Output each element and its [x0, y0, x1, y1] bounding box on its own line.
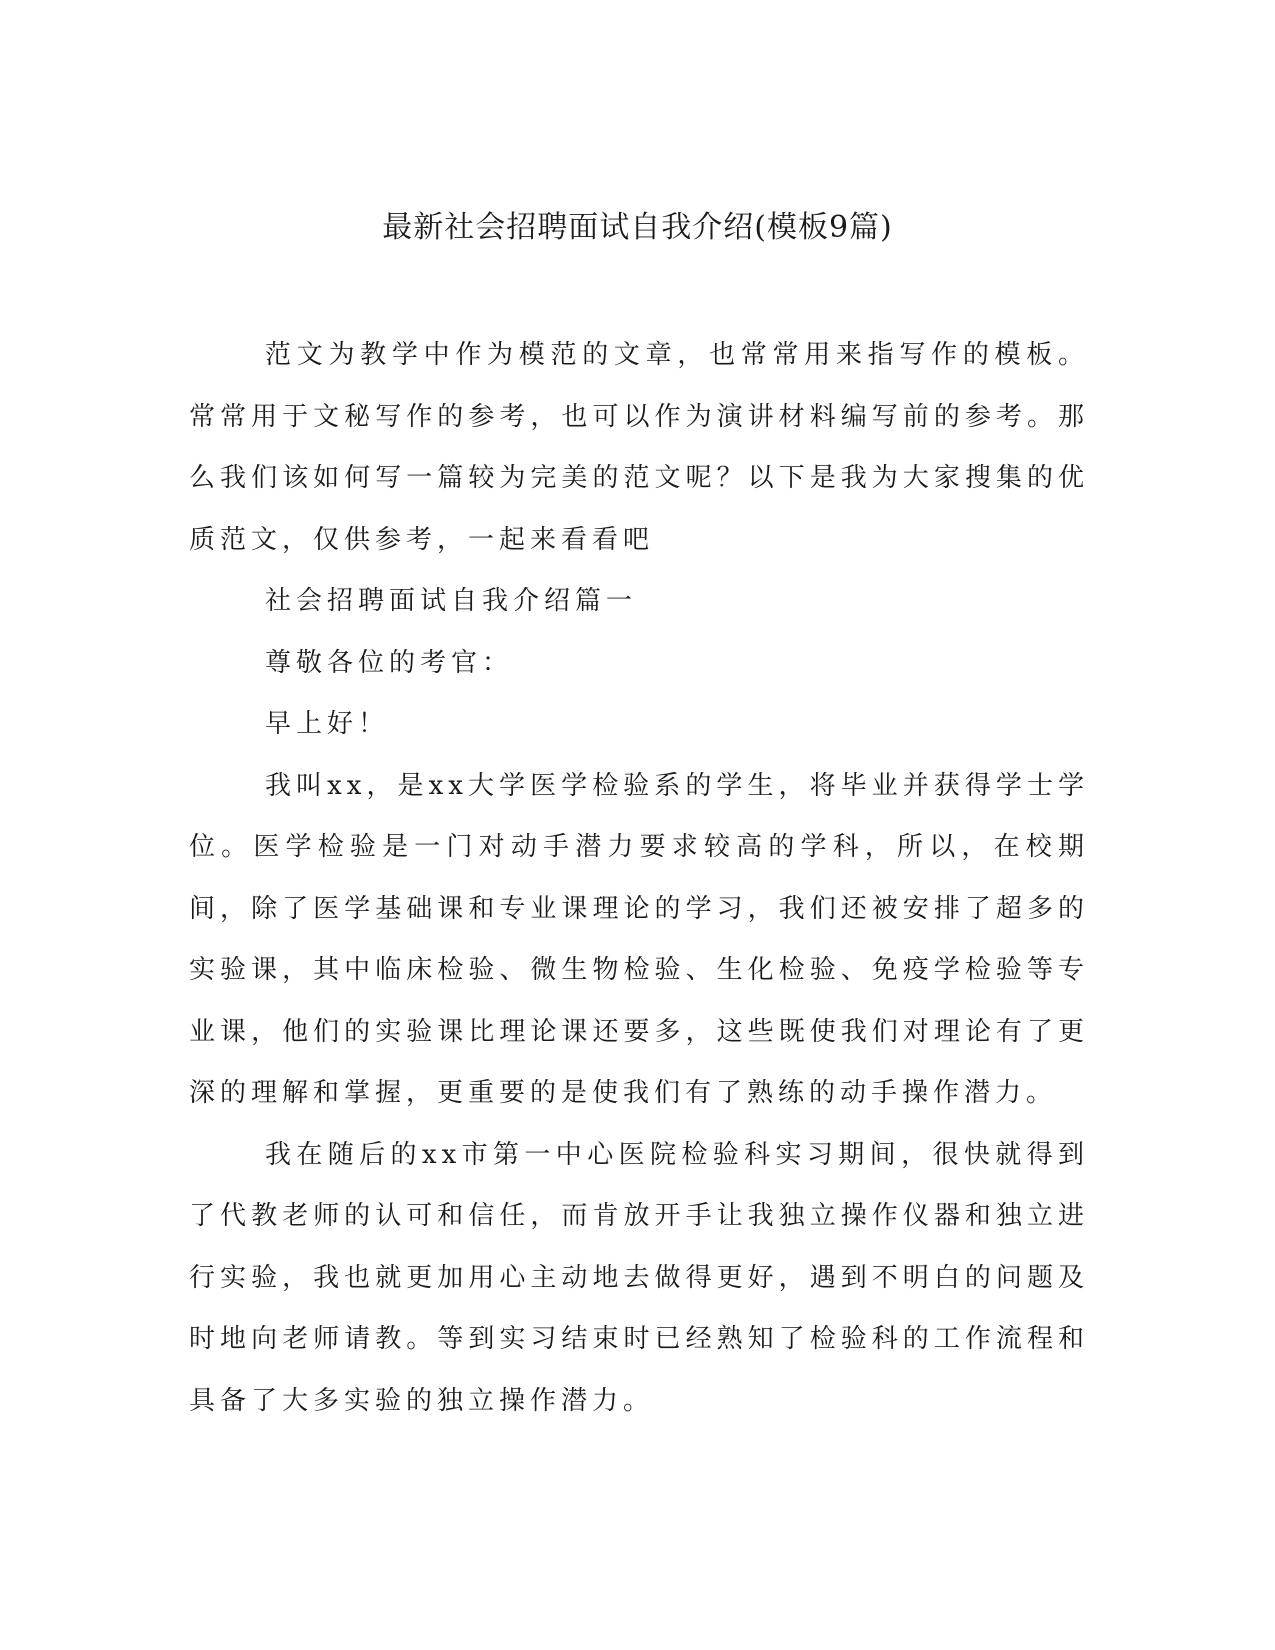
body-paragraph: 我叫xx，是xx大学医学检验系的学生，将毕业并获得学士学位。医学检验是一门对动手潜力要求较高的学科，所以，在校期间，除了医学基础课和专业课理论的学习，我们还被安排了超多的实验课，其中临床检验、微生物检验、生化检验、免疫学检验等专业课，他们的实验课比理论课还要多，这些既使我们对理论有了更深的理解和掌握，更重要的是使我们有了熟练的动手操作潜力。: [189, 770, 1089, 1108]
document-body: [189, 325, 1089, 1432]
section-heading: 社会招聘面试自我介绍篇一: [265, 586, 638, 616]
document-title: 最新社会招聘面试自我介绍(模板9篇): [382, 210, 893, 245]
intro-paragraph: 范文为教学中作为模范的文章，也常常用来指写作的模板。常常用于文秘写作的参考，也可以作为演讲材料编写前的参考。那么我们该如何写一篇较为完美的范文呢？以下是我为大家搜集的优质范文，仅供参考，一起来看看吧: [189, 340, 1089, 555]
body-paragraph: 我在随后的xx市第一中心医院检验科实习期间，很快就得到了代教老师的认可和信任，而肯放开手让我独立操作仪器和独立进行实验，我也就更加用心主动地去做得更好，遇到不明白的问题及时地向老师请教。等到实习结束时已经熟知了检验科的工作流程和具备了大多实验的独立操作潜力。: [189, 1139, 1089, 1416]
salutation: 尊敬各位的考官：: [265, 647, 514, 678]
greeting: 早上好！: [265, 709, 390, 739]
